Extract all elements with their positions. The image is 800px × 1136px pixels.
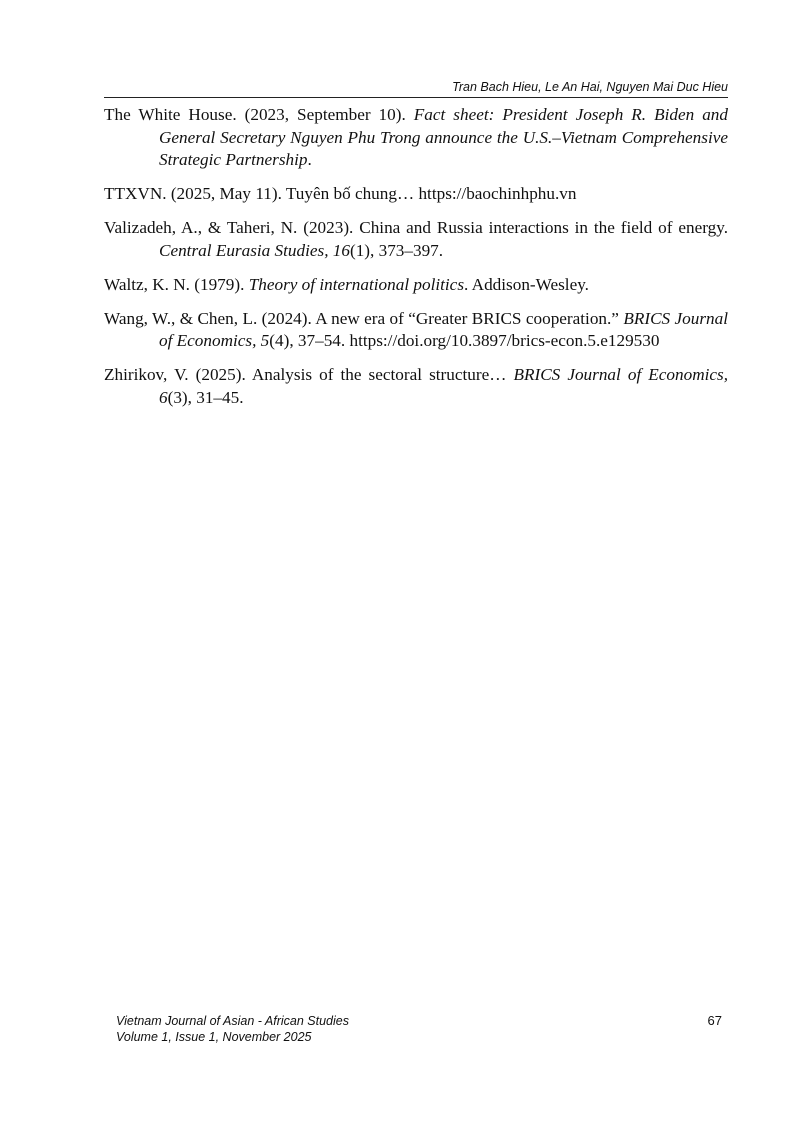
- reference-text: (3), 31–45.: [167, 387, 244, 407]
- running-header-authors: Tran Bach Hieu, Le An Hai, Nguyen Mai Duc Hieu: [452, 80, 728, 94]
- header-rule: [104, 97, 728, 98]
- reference-entry: [104, 364, 728, 409]
- reference-text: .: [307, 150, 312, 169]
- reference-entry: [104, 183, 728, 206]
- reference-text: Wang, W., & Chen, L. (2024). A new era of “Greater BRICS cooperation.”: [104, 308, 624, 328]
- reference-text: The White House. (2023, September 10).: [104, 105, 414, 124]
- page-number: 67: [707, 1013, 722, 1028]
- footer-journal-name: Vietnam Journal of Asian - African Studies: [116, 1014, 349, 1028]
- reference-entry: [104, 104, 728, 172]
- page-footer: [116, 1013, 722, 1045]
- reference-entry: [104, 308, 728, 353]
- reference-title: Theory of international politics: [248, 274, 465, 294]
- reference-text: TTXVN. (2025, May 11). Tuyên bố chung… https://baochinhphu.vn: [104, 184, 577, 203]
- reference-text: (4), 37–54. https://doi.org/10.3897/brics-econ.5.e129530: [269, 331, 660, 350]
- footer-issue: Volume 1, Issue 1, November 2025: [116, 1030, 312, 1044]
- reference-text: (1), 373–397.: [349, 240, 444, 260]
- reference-journal: BRICS Journal of Economics, 6: [159, 365, 728, 407]
- reference-list: [104, 104, 728, 421]
- reference-entry: [104, 274, 728, 297]
- reference-text: Valizadeh, A., & Taheri, N. (2023). China and Russia interactions in the field of energy.: [104, 218, 728, 237]
- reference-entry: [104, 217, 728, 262]
- reference-text: Zhirikov, V. (2025). Analysis of the sectoral structure…: [104, 365, 514, 384]
- reference-text: Waltz, K. N. (1979).: [104, 274, 249, 294]
- reference-text: . Addison-Wesley.: [464, 274, 589, 294]
- reference-journal: BRICS Journal of Economics, 5: [159, 308, 728, 350]
- reference-title: Fact sheet: President Joseph R. Biden and General Secretary Nguyen Phu Trong announce the U.S.–Vietnam Comprehensive Strategic Partnership: [159, 105, 728, 169]
- reference-journal: Central Eurasia Studies, 16: [159, 240, 350, 260]
